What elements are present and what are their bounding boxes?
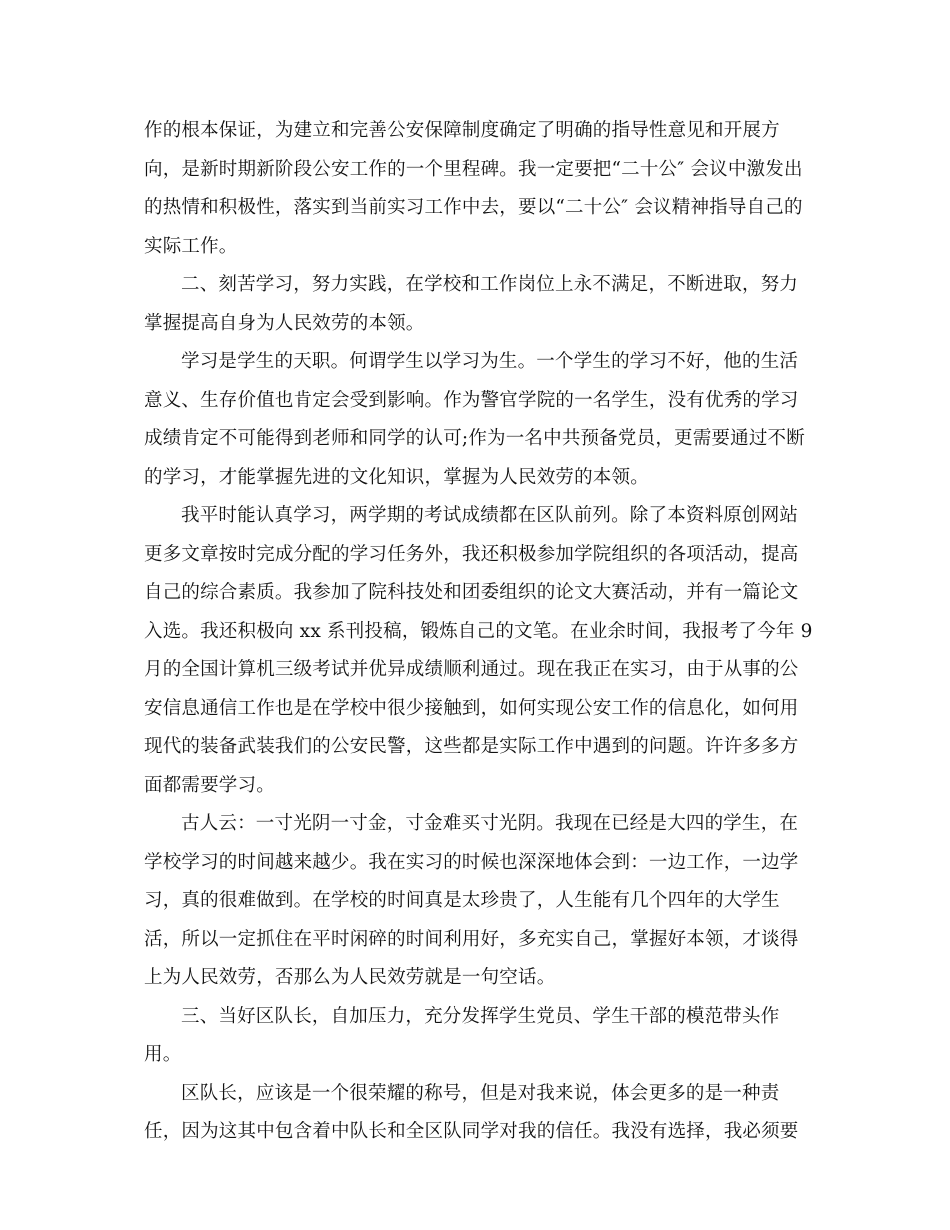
- text-line: 入选。我还积极向 xx 系刊投稿，锻炼自己的文笔。在业余时间，我报考了今年 9: [144, 620, 813, 642]
- text-line: 成绩肯定不可能得到老师和同学的认可;作为一名中共预备党员，更需要通过不断: [144, 428, 805, 449]
- text-line: 的热情和积极性，落实到当前实习工作中去，要以“二十公″ 会议精神指导自己的: [144, 197, 803, 218]
- paragraph-start-line: 学习是学生的天职。何谓学生以学习为生。一个学生的学习不好，他的生活: [181, 351, 799, 372]
- paragraph-start-line: 我平时能认真学习，两学期的考试成绩都在区队前列。除了本资料原创网站: [181, 505, 799, 526]
- text-line: 习，真的很难做到。在学校的时间真是太珍贵了，人生能有几个四年的大学生: [144, 890, 780, 911]
- paragraph-start-line: 区队长，应该是一个很荣耀的称号，但是对我来说，体会更多的是一种责: [181, 1082, 780, 1104]
- text-line: 自己的综合素质。我参加了院科技处和团委组织的论文大赛活动，并有一篇论文: [144, 582, 799, 603]
- text-line: 的学习，才能掌握先进的文化知识，掌握为人民效劳的本领。: [144, 466, 649, 488]
- text-line: 用。: [144, 1044, 182, 1065]
- text-line: 意义、生存价值也肯定会受到影响。作为警官学院的一名学生，没有优秀的学习: [144, 389, 799, 411]
- text-line: 掌握提高自身为人民效劳的本领。: [144, 312, 425, 334]
- text-line: 任，因为这其中包含着中队长和全区队同学对我的信任。我没有选择，我必须要: [144, 1121, 799, 1142]
- text-line: 面都需要学习。: [144, 774, 275, 796]
- text-line: 实际工作。: [144, 235, 238, 257]
- text-line: 学校学习的时间越来越少。我在实习的时候也深深地体会到：一边工作，一边学: [144, 851, 799, 873]
- text-line: 现代的装备武装我们的公安民警，这些都是实际工作中遇到的问题。许许多多方: [144, 736, 799, 757]
- text-line: 上为人民效劳，否那么为人民效劳就是一句空话。: [144, 967, 556, 988]
- text-line: 向，是新时期新阶段公安工作的一个里程碑。我一定要把“二十公″ 会议中激发出: [144, 158, 803, 180]
- text-line: 安信息通信工作也是在学校中很少接触到，如何实现公安工作的信息化，如何用: [144, 697, 799, 719]
- text-line: 活，所以一定抓住在平时闲碎的时间利用好，多充实自己，掌握好本领，才谈得: [144, 928, 799, 950]
- text-line: 月的全国计算机三级考试并优异成绩顺利通过。现在我正在实习，由于从事的公: [144, 659, 799, 680]
- document-body: [144, 112, 816, 1152]
- section-heading-line: 二、刻苦学习，努力实践，在学校和工作岗位上永不满足，不断进取，努力: [181, 274, 799, 295]
- text-line: 作的根本保证，为建立和完善公安保障制度确定了明确的指导性意见和开展方: [144, 120, 780, 141]
- paragraph-start-line: 古人云：一寸光阴一寸金，寸金难买寸光阴。我现在已经是大四的学生，在: [181, 813, 799, 834]
- text-line: 更多文章按时完成分配的学习任务外，我还积极参加学院组织的各项活动，提高: [144, 543, 799, 565]
- section-heading-line: 三、当好区队长，自加压力，充分发挥学生党员、学生干部的模范带头作: [181, 1005, 780, 1027]
